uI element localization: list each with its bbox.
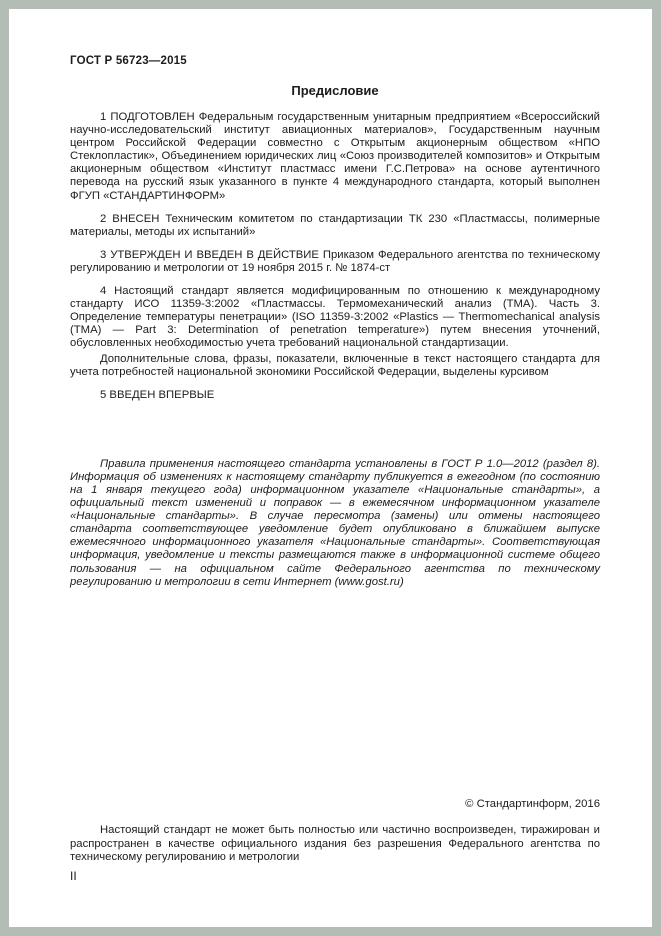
copyright-notice: © Стандартинформ, 2016 bbox=[465, 798, 600, 811]
reproduction-restriction: Настоящий стандарт не может быть полностью или частично воспроизведен, тиражирован и распространен в качестве официального издания без разрешения Федерального агентства по техническому регулированию и метрологии bbox=[70, 824, 600, 864]
document-code: ГОСТ Р 56723—2015 bbox=[70, 55, 187, 67]
page-content bbox=[70, 55, 600, 589]
foreword-item-2: 2 ВНЕСЕН Техническим комитетом по стандартизации ТК 230 «Пластмассы, полимерные материалы, методы их испытаний» bbox=[70, 212, 600, 238]
foreword-item-1: 1 ПОДГОТОВЛЕН Федеральным государственным унитарным предприятием «Всероссийский научно-исследовательский институт авиационных материалов», Государственным научным центром Российской Федерации совместно с Открытым акционерным обществом «НПО Стеклопластик», Объединением юридических лиц «Союз производителей композитов» и Открытым акционерным обществом «Институт пластмасс имени Г.С.Петрова» на основе аутентичного перевода на русский язык указанного в пункте 4 международного стандарта, который выполнен ФГУП «СТАНДАРТИНФОРМ» bbox=[70, 111, 600, 202]
foreword-item-4-note: Дополнительные слова, фразы, показатели, включенные в текст настоящего стандарта для учета потребностей национальной экономики Российской Федерации, выделены курсивом bbox=[70, 352, 600, 378]
foreword-item-3: 3 УТВЕРЖДЕН И ВВЕДЕН В ДЕЙСТВИЕ Приказом Федерального агентства по техническому регулированию и метрологии от 19 ноября 2015 г. № 1874-ст bbox=[70, 248, 600, 274]
page-number: II bbox=[70, 869, 77, 883]
foreword-item-5: 5 ВВЕДЕН ВПЕРВЫЕ bbox=[100, 388, 215, 401]
foreword-item-4: 4 Настоящий стандарт является модифицированным по отношению к международному стандарту ИСО 11359-3:2002 «Пластмассы. Термомеханический анализ (ТМА). Часть 3. Определение температуры пенетрации» (ISO 11359-3:2002 «Plastics — Thermomechanical analysis (TMA) — Part 3: Determination of penetration temperature») путем внесения уточнений, обусловленных необходимостью учета требований национальной стандартизации. bbox=[70, 285, 600, 350]
application-rules-note: Правила применения настоящего стандарта установлены в ГОСТ Р 1.0—2012 (раздел 8). Информация об изменениях к настоящему стандарту публикуется в ежегодном (по состоянию на 1 января текущего года) информационном указателе «Национальные стандарты», а официальный текст изменений и поправок — в ежемесячном информационном указателе «Национальные стандарты». В случае пересмотра (замены) или отмены настоящего стандарта соответствующее уведомление будет опубликовано в ближайшем выпуске ежемесячного информационного указателя «Национальные стандарты». Соответствующая информация, уведомление и тексты размещаются также в информационной системе общего пользования — на официальном сайте Федерального агентства по техническому регулированию и метрологии в сети Интернет (www.gost.ru) bbox=[70, 457, 600, 588]
page-title: Предисловие bbox=[291, 83, 379, 98]
page-footer bbox=[70, 798, 600, 883]
